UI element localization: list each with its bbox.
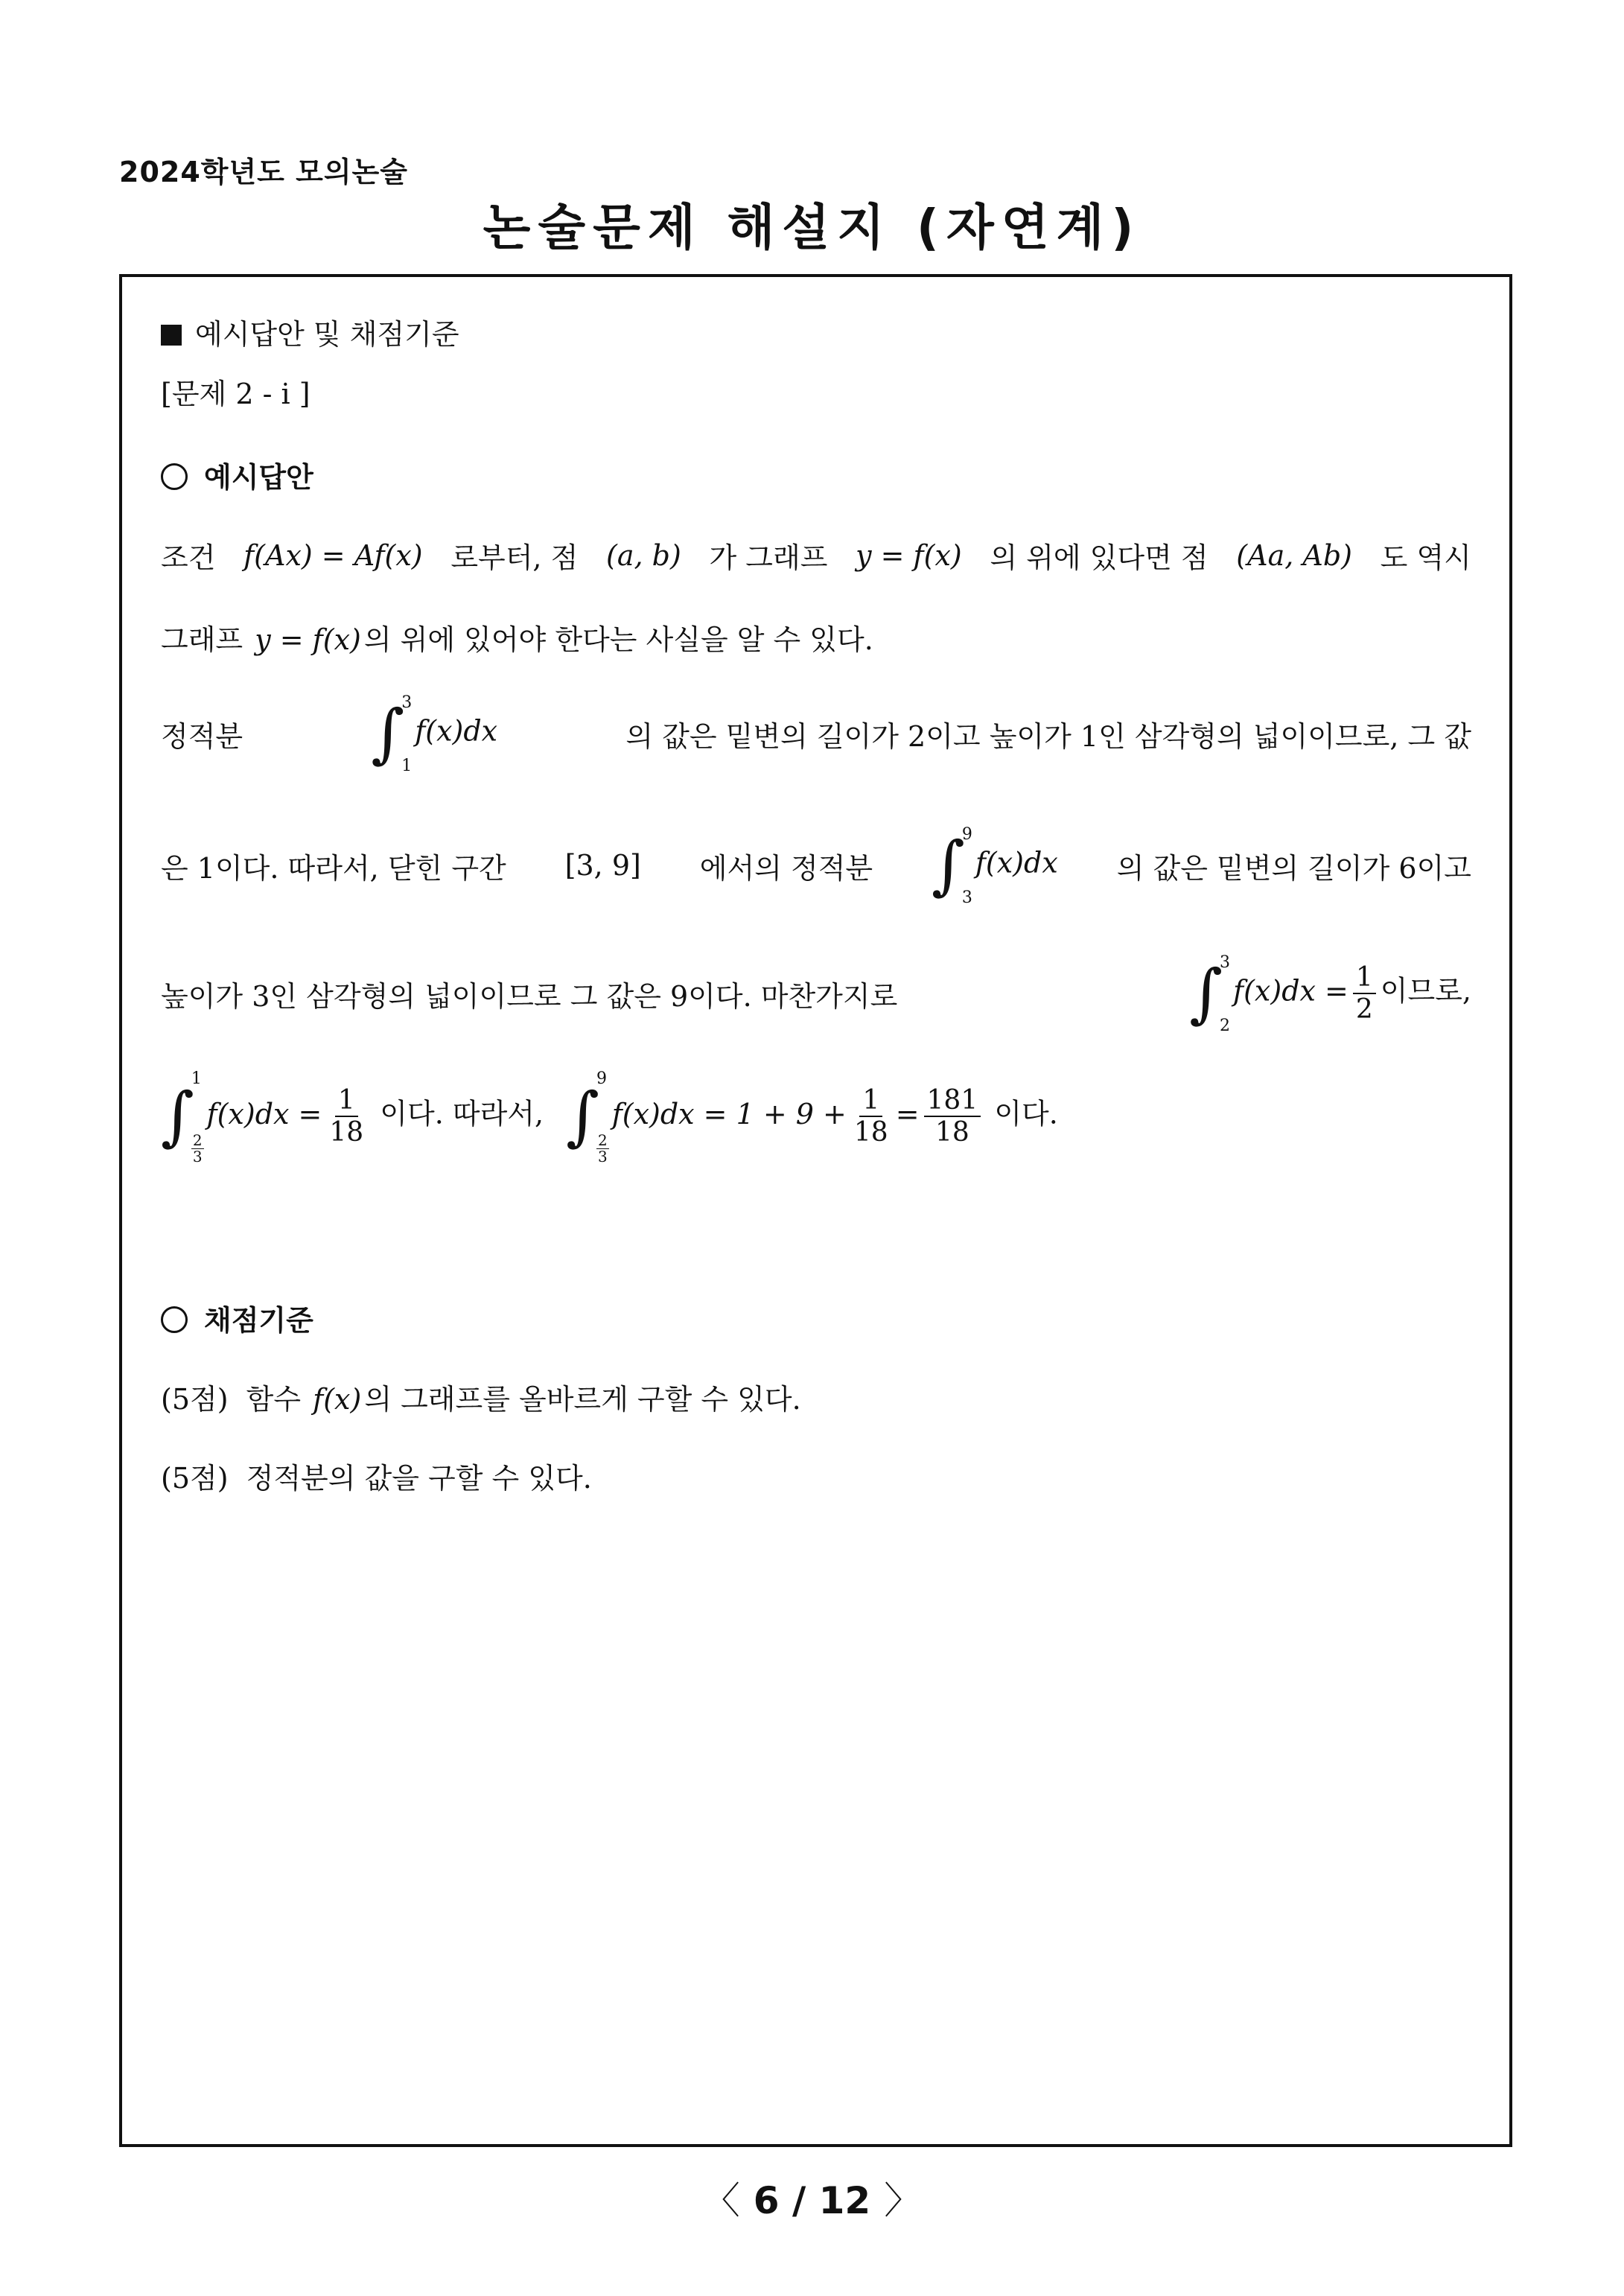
math-interval: [3, 9] (564, 849, 641, 882)
fraction-numerator: 1 (335, 1085, 358, 1117)
integral-two-thirds-1 (161, 1069, 380, 1166)
integral-sign-icon: ∫ (161, 1079, 194, 1154)
integral-1-3 (371, 693, 498, 775)
text-span: 의 값은 밑변의 길이가 6이고 (1116, 851, 1471, 885)
criteria-points: (5점) (161, 1383, 229, 1416)
integral-sign-icon: ∫ (566, 1079, 599, 1154)
text-span: 의 값은 밑변의 길이가 2이고 높이가 1인 삼각형의 넓이이므로, 그 값 (625, 719, 1471, 753)
integrand: f(x)dx = 1 + 9 + (611, 1097, 847, 1130)
exam-subtitle: 2024학년도 모의논술 (119, 156, 408, 188)
integral-3-9 (932, 825, 1058, 907)
math-point: (Aa, Ab) (1236, 538, 1352, 572)
integrand: f(x)dx = (206, 1097, 322, 1130)
fraction-denominator: 18 (329, 1117, 364, 1148)
equals-sign: = (895, 1097, 920, 1130)
section-label (161, 311, 459, 352)
integral-lower: 3 (961, 888, 972, 907)
fraction-result (924, 1085, 981, 1148)
text-span: 의 위에 있어야 한다는 사실을 알 수 있다. (363, 623, 873, 656)
integrand: f(x)dx = (1233, 974, 1348, 1008)
answer-line-5 (161, 953, 1471, 1035)
integral-lower-denominator: 3 (597, 1148, 608, 1166)
integral-sign-icon: ∫ (371, 696, 405, 771)
integrand: f(x)dx (415, 714, 498, 748)
answer-heading-text: 예시답안 (204, 461, 313, 494)
math-condition: f(Ax) = Af(x) (243, 538, 423, 572)
text-span: 정적분 (161, 719, 243, 753)
criteria-heading-text: 채점기준 (204, 1304, 313, 1337)
fraction-one-eighteenth (326, 1085, 366, 1148)
text-span: 은 1이다. 따라서, 닫힌 구간 (161, 851, 506, 885)
problem-number: [문제 2 - i ] (161, 378, 311, 410)
integral-lower-denominator: 3 (192, 1148, 203, 1166)
answer-line-3 (161, 693, 1471, 775)
page-title: 논술문제 해설지 (자연계) (483, 199, 1141, 256)
fraction-denominator: 18 (934, 1117, 969, 1148)
fraction-denominator: 2 (1355, 994, 1373, 1025)
circle-bullet-icon (161, 463, 188, 490)
right-angle-bracket: 〉 (884, 2179, 922, 2222)
text-span: 정적분의 값을 구할 수 있다. (246, 1462, 592, 1495)
integral-lower-numerator: 2 (597, 1131, 608, 1149)
page-indicator (0, 2171, 1624, 2225)
fraction-one-half (1353, 962, 1376, 1025)
criteria-points: (5점) (161, 1462, 229, 1495)
answer-heading (161, 454, 313, 495)
answer-line-2 (161, 617, 873, 658)
integral-upper: 3 (1220, 953, 1231, 972)
integral-sign-icon: ∫ (1189, 956, 1223, 1031)
integral-lower: 2 (1220, 1017, 1231, 1035)
text-span: 의 위에 있다면 점 (990, 541, 1209, 574)
circle-bullet-icon (161, 1306, 188, 1333)
integral-upper: 9 (961, 825, 972, 844)
text-span: 그래프 (161, 623, 243, 656)
answer-line-6 (161, 1069, 1058, 1166)
text-span: 조건 (161, 541, 216, 574)
math-function: f(x) (313, 1383, 362, 1416)
math-graph: y = f(x) (255, 623, 361, 656)
integral-upper: 9 (596, 1069, 607, 1088)
fraction-numerator: 181 (924, 1085, 981, 1117)
text-span: 도 역시 (1380, 541, 1471, 574)
integral-two-thirds-9 (566, 1069, 994, 1166)
black-square-icon (161, 325, 182, 346)
integral-lower-numerator: 2 (192, 1131, 203, 1149)
criteria-item-1 (161, 1376, 801, 1417)
text-span: 이므로, (1380, 974, 1471, 1008)
math-point: (a, b) (606, 538, 681, 572)
text-span: 의 그래프를 올바르게 구할 수 있다. (364, 1383, 801, 1416)
fraction-one-eighteenth (851, 1085, 891, 1148)
fraction-numerator: 1 (859, 1085, 882, 1117)
integral-upper: 3 (401, 693, 413, 712)
integrand: f(x)dx (975, 846, 1058, 880)
left-angle-bracket: 〈 (702, 2179, 740, 2222)
answer-line-4 (161, 825, 1471, 907)
integral-upper: 1 (191, 1069, 202, 1088)
text-span: 함수 (246, 1383, 302, 1416)
page-number: 6 / 12 (753, 2179, 871, 2222)
criteria-heading (161, 1297, 313, 1338)
text-span: 이다. (994, 1097, 1058, 1130)
fraction-denominator: 18 (853, 1117, 888, 1148)
criteria-item-2 (161, 1455, 592, 1496)
fraction-numerator: 1 (1353, 962, 1376, 994)
text-span: 가 그래프 (709, 541, 828, 574)
text-span: 에서의 정적분 (699, 851, 873, 885)
integral-2-3 (1189, 953, 1471, 1035)
integral-lower: 1 (401, 757, 413, 775)
text-span: 높이가 3인 삼각형의 넓이이므로 그 값은 9이다. 마찬가지로 (161, 979, 898, 1013)
text-span: 로부터, 점 (450, 541, 579, 574)
answer-line-1 (161, 535, 1471, 576)
text-span: 이다. 따라서, (380, 1097, 544, 1130)
integral-sign-icon: ∫ (932, 828, 965, 903)
math-graph: y = f(x) (856, 538, 962, 572)
section-label-text: 예시답안 및 채점기준 (195, 318, 459, 351)
